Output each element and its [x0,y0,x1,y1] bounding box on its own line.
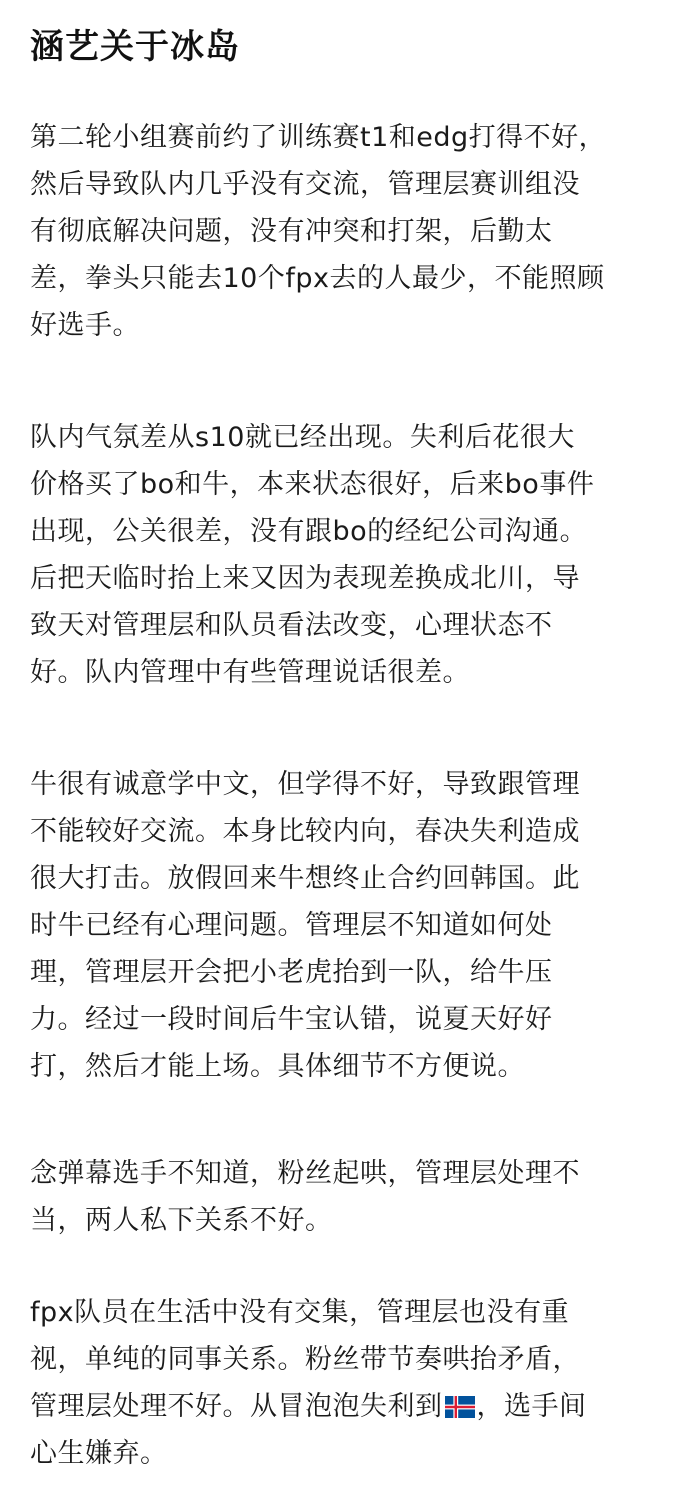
text-line: 致天对管理层和队员看法改变，心理状态不 [30,610,553,641]
text-line: 队内气氛差从s10就已经出现。失利后花很大 [30,422,575,453]
paragraph-3 [30,761,666,1090]
text-line: 牛很有诚意学中文，但学得不好，导致跟管理 [30,769,580,800]
text-line: 价格买了bo和牛，本来状态很好，后来bo事件 [30,469,595,500]
article-title: 涵艺关于冰岛 [30,27,240,67]
text-line: 很大打击。放假回来牛想终止合约回韩国。此 [30,863,580,894]
text-segment: ，选手间 [476,1391,587,1422]
text-line: 差，拳头只能去10个fpx去的人最少，不能照顾 [30,263,605,294]
text-line: 力。经过一段时间后牛宝认错，说夏天好好 [30,1004,553,1035]
text-line: 心生嫌弃。 [30,1438,168,1469]
text-line-with-flag [30,1383,666,1430]
text-line: 出现，公关很差，没有跟bo的经纪公司沟通。 [30,516,588,547]
text-line: fpx队员在生活中没有交集，管理层也没有重 [30,1297,570,1328]
text-line: 时牛已经有心理问题。管理层不知道如何处 [30,910,553,941]
text-line: 然后导致队内几乎没有交流，管理层赛训组没 [30,169,580,200]
text-segment: 管理层处理不好。从冒泡泡失利到 [30,1391,443,1422]
text-line: 当，两人私下关系不好。 [30,1205,333,1236]
paragraph-1 [30,114,666,349]
iceland-flag-icon [445,1396,475,1418]
text-line: 视，单纯的同事关系。粉丝带节奏哄抬矛盾， [30,1344,580,1375]
text-line: 有彻底解决问题，没有冲突和打架，后勤太 [30,216,553,247]
text-line: 好。队内管理中有些管理说话很差。 [30,657,470,688]
paragraph-4 [30,1150,666,1244]
text-line: 后把天临时抬上来又因为表现差换成北川，导 [30,563,580,594]
paragraph-2 [30,414,666,696]
text-line: 理，管理层开会把小老虎抬到一队，给牛压 [30,957,553,988]
text-line: 第二轮小组赛前约了训练赛t1和edg打得不好， [30,122,607,153]
text-line: 念弹幕选手不知道，粉丝起哄，管理层处理不 [30,1158,580,1189]
text-line: 不能较好交流。本身比较内向，春决失利造成 [30,816,580,847]
text-line: 好选手。 [30,310,140,341]
text-line: 打，然后才能上场。具体细节不方便说。 [30,1051,525,1082]
paragraph-5 [30,1289,666,1477]
